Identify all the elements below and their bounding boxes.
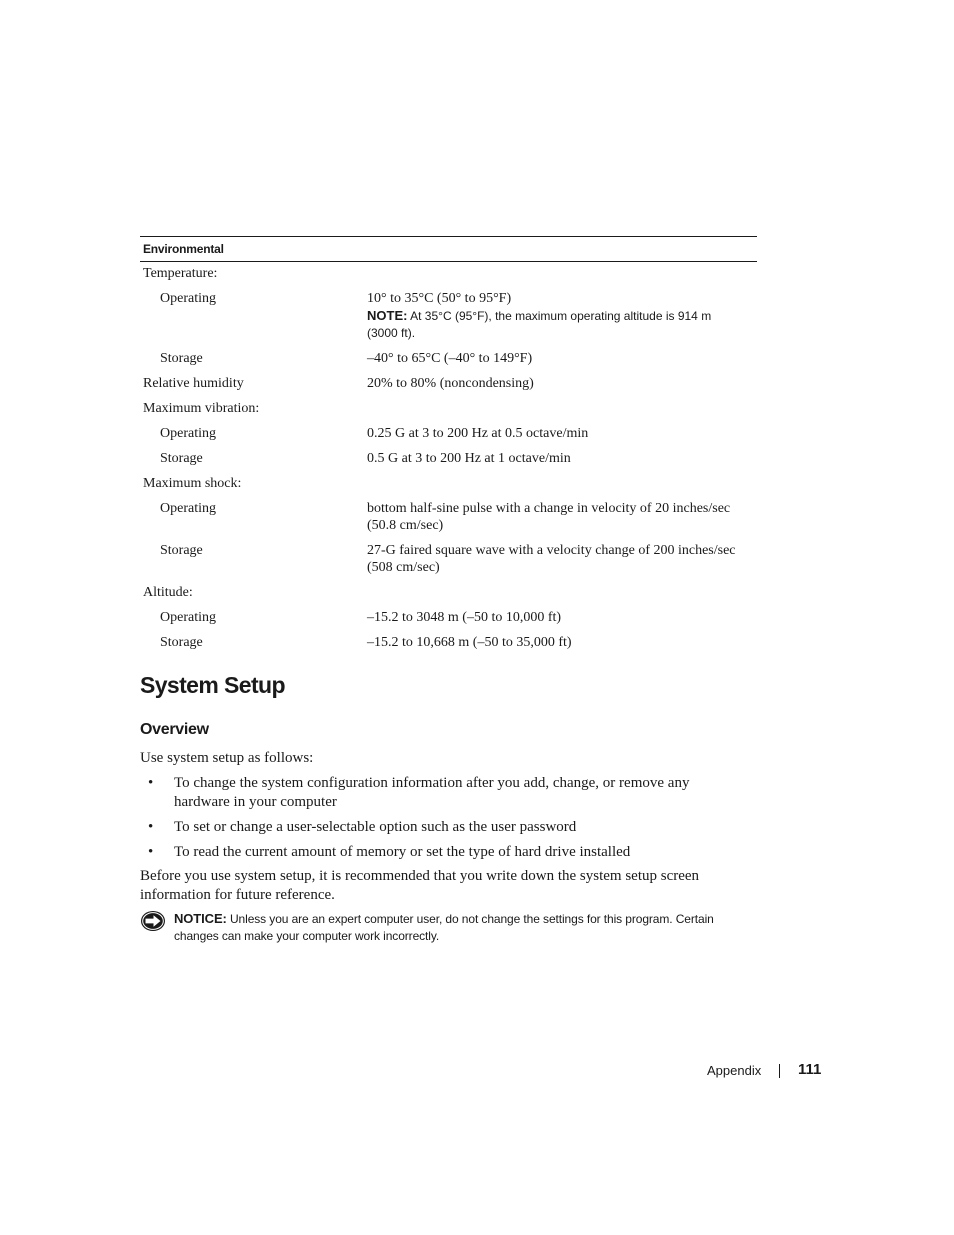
table-row [140, 350, 757, 367]
row-value: bottom half-sine pulse with a change in velocity of 20 inches/sec (50.8 cm/sec) [367, 501, 731, 533]
row-label: Altitude: [143, 585, 193, 600]
environmental-spec-table [140, 236, 757, 651]
overview-heading: Overview [140, 721, 209, 738]
notice-arrow-icon [140, 910, 166, 932]
recommendation-paragraph: Before you use system setup, it is recommended that you write down the system setup screen information for future reference. [140, 868, 700, 903]
footer-divider [779, 1064, 780, 1078]
table-row [140, 500, 757, 534]
list-item [140, 774, 740, 812]
row-label: Storage [160, 351, 203, 366]
row-label: Storage [160, 635, 203, 650]
row-label: Storage [160, 451, 203, 466]
list-item-text: To read the current amount of memory or set the type of hard drive installed [174, 844, 631, 860]
row-value: –15.2 to 10,668 m (–50 to 35,000 ft) [367, 635, 572, 650]
table-row [140, 425, 757, 442]
bullet-icon: • [148, 775, 154, 791]
list-item [140, 818, 740, 837]
notice-text-block [174, 910, 760, 945]
bullet-icon: • [148, 844, 154, 860]
row-value: 0.5 G at 3 to 200 Hz at 1 octave/min [367, 451, 571, 466]
table-row [140, 400, 757, 417]
intro-paragraph: Use system setup as follows: [140, 750, 314, 766]
row-value [367, 400, 757, 417]
row-value: –40° to 65°C (–40° to 149°F) [367, 351, 533, 366]
row-value: –15.2 to 3048 m (–50 to 10,000 ft) [367, 610, 562, 625]
notice-text: Unless you are an expert computer user, do not change the settings for this program. Certain changes can make your computer work incorrectly. [174, 912, 714, 943]
row-value: 20% to 80% (noncondensing) [367, 376, 534, 391]
row-value: 27-G faired square wave with a velocity change of 200 inches/sec (508 cm/sec) [367, 543, 736, 575]
row-label: Temperature: [143, 266, 218, 281]
row-value: 0.25 G at 3 to 200 Hz at 0.5 octave/min [367, 426, 589, 441]
row-label: Storage [160, 543, 203, 558]
row-label: Maximum shock: [143, 476, 242, 491]
setup-uses-list [140, 774, 740, 868]
notice-box [140, 910, 760, 945]
row-value: 10° to 35°C (50° to 95°F) [367, 291, 512, 306]
note-text: At 35°C (95°F), the maximum operating altitude is 914 m (3000 ft). [367, 309, 712, 340]
row-value [367, 584, 757, 601]
row-label: Relative humidity [143, 376, 244, 391]
notice-label: NOTICE: [174, 911, 227, 926]
table-row [140, 290, 757, 342]
list-item [140, 843, 740, 862]
operating-temperature-note [367, 307, 737, 342]
note-label: NOTE: [367, 308, 408, 323]
page-title: System Setup [140, 672, 285, 698]
page-footer [706, 1061, 826, 1081]
footer-section-name: Appendix [707, 1063, 762, 1078]
page-number: 111 [798, 1061, 822, 1078]
row-value [367, 475, 757, 492]
table-row [140, 475, 757, 492]
table-row [140, 375, 757, 392]
row-value [367, 265, 757, 282]
row-label: Maximum vibration: [143, 401, 260, 416]
table-header: Environmental [140, 237, 757, 262]
table-row [140, 542, 757, 576]
row-label: Operating [160, 501, 216, 516]
row-label: Operating [160, 426, 216, 441]
row-label: Operating [160, 610, 216, 625]
row-label: Operating [160, 291, 216, 306]
row-value-cell [367, 290, 757, 342]
bullet-icon: • [148, 819, 154, 835]
table-row [140, 265, 757, 282]
table-row [140, 609, 757, 626]
table-row [140, 634, 757, 651]
table-row [140, 584, 757, 601]
list-item-text: To set or change a user-selectable option such as the user password [174, 819, 577, 835]
list-item-text: To change the system configuration information after you add, change, or remove any hardware in your computer [174, 775, 690, 810]
table-row [140, 450, 757, 467]
